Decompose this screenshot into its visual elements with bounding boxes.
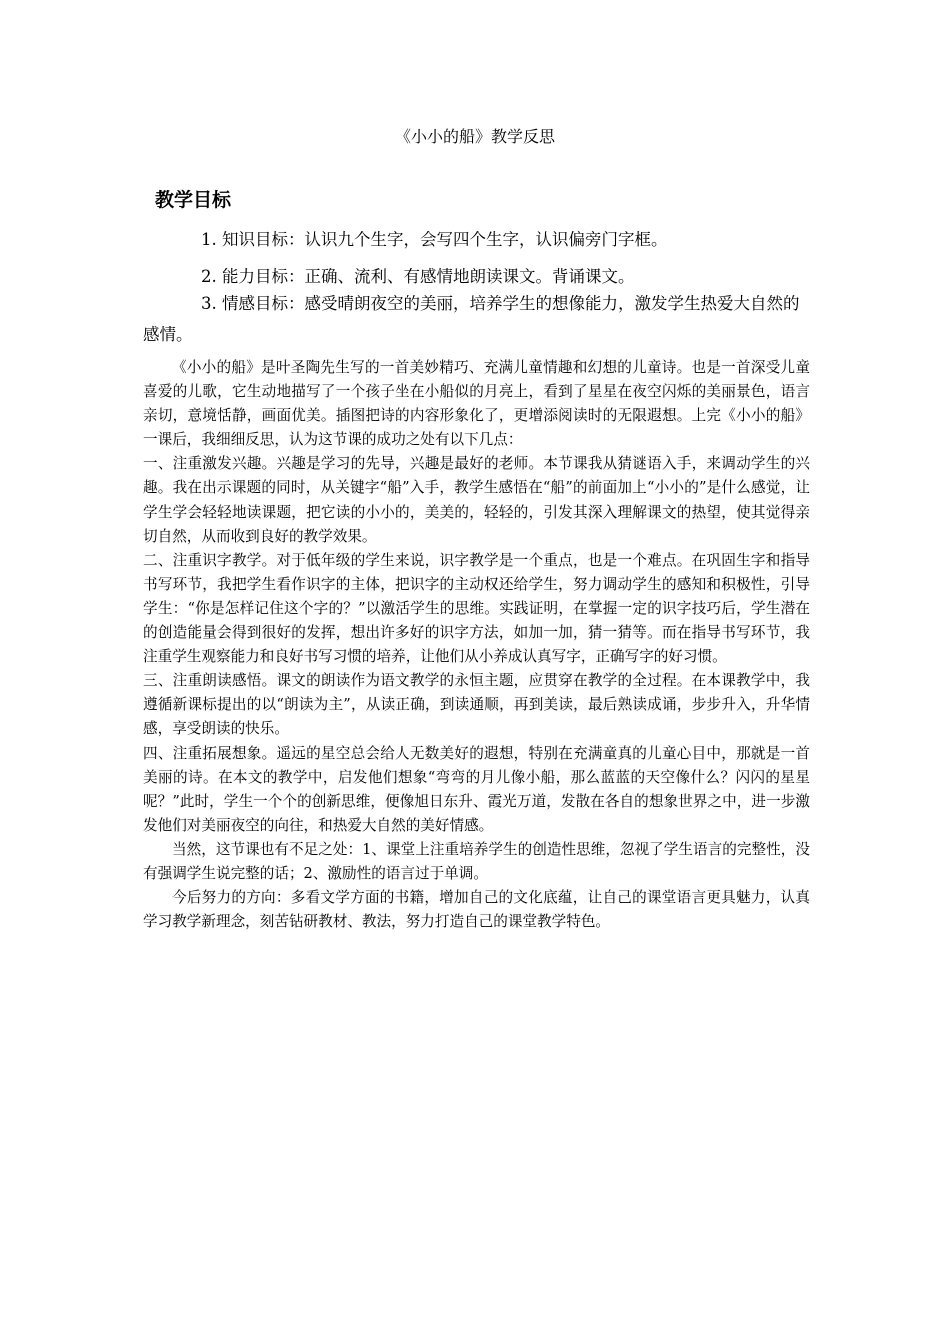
paragraph-shortcomings: 当然，这节课也有不足之处：1、课堂上注重培养学生的创造性思维，忽视了学生语言的完整性，没有强调学生说完整的话；2、激励性的语言过于单调。 [143,840,810,882]
goal-text: 能力目标：正确、流利、有感情地朗读课文。背诵课文。 [222,267,635,286]
paragraph-point-literacy: 二、注重识字教学。对于低年级的学生来说，识字教学是一个重点，也是一个难点。在巩固生字和指导书写环节，我把学生看作识字的主体，把识字的主动权还给学生，努力调动学生的感知和积极性，引导学生：“你是怎样记住这个字的？”以激活学生的思维。实践证明，在掌握一定的识字技巧后，学生潜在的创造能量会得到很好的发挥，想出许多好的识字方法，如加一加，猜一猜等。而在指导书写环节，我注重学生观察能力和良好书写习惯的培养，让他们从小养成认真写字，正确写字的好习惯。 [143,551,810,666]
goal-item-knowledge [143,224,813,255]
paragraph-point-reading: 三、注重朗读感悟。课文的朗读作为语文教学的永恒主题，应贯穿在教学的全过程。在本课教学中，我遵循新课标提出的以“朗读为主”，从读正确，到读通顺，再到美读，最后熟读成诵，步步升入，升华情感，享受朗读的快乐。 [143,672,810,738]
paragraph-intro: 《小小的船》是叶圣陶先生写的一首美妙精巧、充满儿童情趣和幻想的儿童诗。也是一首深受儿童喜爱的儿歌，它生动地描写了一个孩子坐在小船似的月亮上，看到了星星在夜空闪烁的美丽景色，语言亲切，意境恬静，画面优美。插图把诗的内容形象化了，更增添阅读时的无限遐想。上完《小小的船》一课后，我细细反思，认为这节课的成功之处有以下几点： [143,359,810,449]
goal-number: 3. [201,294,217,313]
paragraph-point-imagination: 四、注重拓展想象。遥远的星空总会给人无数美好的遐想，特别在充满童真的儿童心目中，那就是一首美丽的诗。在本文的教学中，启发他们想象“弯弯的月儿像小船，那么蓝蓝的天空像什么？闪闪的星星呢？”此时，学生一个个的创新思维，便像旭日东升、霞光万道，发散在各自的想象世界之中，进一步激发他们对美丽夜空的向往，和热爱大自然的美好情感。 [143,744,810,834]
goal-text: 知识目标：认识九个生字，会写四个生字，认识偏旁门字框。 [222,230,668,249]
paragraph-future-direction: 今后努力的方向：多看文学方面的书籍，增加自己的文化底蕴，让自己的课堂语言更具魅力，认真学习教学新理念，刻苦钻研教材、教法，努力打造自己的课堂教学特色。 [143,889,810,931]
goal-number: 2. [201,267,217,286]
goal-number: 1. [201,230,217,249]
section-heading-teaching-goals: 教学目标 [155,189,232,211]
goal-text: 情感目标：感受晴朗夜空的美丽，培养学生的想像能力，激发学生热爱大自然的感情。 [143,294,800,344]
reflection-body [143,356,810,934]
document-title: 《小小的船》教学反思 [394,127,555,146]
goal-item-emotion [143,288,813,350]
paragraph-point-interest: 一、注重激发兴趣。兴趣是学习的先导，兴趣是最好的老师。本节课我从猜谜语入手，来调动学生的兴趣。我在出示课题的同时，从关键字“船”入手，教学生感悟在“船”的前面加上“小小的”是什么感觉，让学生学会轻轻地读课题，把它读的小小的，美美的，轻轻的，引发其深入理解课文的热望，使其觉得亲切自然，从而收到良好的教学效果。 [143,455,810,545]
